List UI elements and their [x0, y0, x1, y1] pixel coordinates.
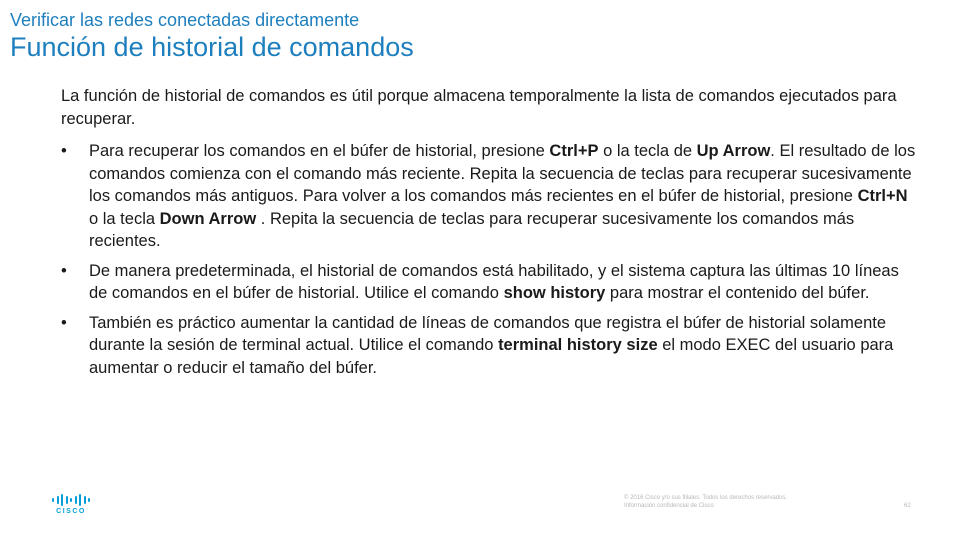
bullet-text: También es práctico aumentar la cantidad de líneas de comandos que registra el búfer de historial solamente durante la sesión de terminal actual. Utilice el comando: [89, 313, 887, 354]
bullet-text: o la tecla de: [598, 142, 697, 160]
footer-confidential: Información confidencial de Cisco: [624, 503, 714, 509]
bullet-text: De manera predeterminada, el historial de comandos está habilitado, y el sistema captura las últimas 10 líneas de comandos en el búfer de historial. Utilice el comando: [89, 261, 899, 302]
bullet-item-history-recall: [61, 140, 921, 253]
bold-keyword: Ctrl+P: [549, 142, 599, 160]
bold-keyword: Up Arrow: [696, 142, 771, 160]
bullet-text: . Repita la secuencia de teclas para recuperar sucesivamente los comandos más recientes.: [89, 209, 855, 250]
bullet-item-show-history: [61, 260, 921, 305]
bullet-text: o la tecla: [89, 209, 160, 228]
bullet-icon: •: [61, 261, 67, 280]
bullet-text: el modo EXEC del usuario para aumentar o reducir el tamaño del búfer.: [89, 336, 894, 377]
cisco-logo-bars-icon: [52, 494, 90, 506]
page-number: 62: [904, 503, 911, 509]
slide-title: Función de historial de comandos: [10, 32, 414, 62]
bullet-icon: •: [61, 313, 67, 332]
intro-paragraph: La función de historial de comandos es útil porque almacena temporalmente la lista de comandos ejecutados para recuperar.: [61, 87, 897, 128]
slide-body: [61, 85, 921, 386]
bullet-text: Para recuperar los comandos en el búfer de historial, presione: [89, 142, 550, 160]
footer-legal: [624, 494, 787, 510]
bullet-item-history-size: [61, 312, 921, 380]
bullet-icon: •: [61, 142, 67, 160]
bullet-text: . El resultado de los comandos comienza con el comando más reciente. Repita la secuencia de teclas para recuperar sucesivamente los comandos más antiguos. Para volver a los comandos más recientes en el búfer de historial, presione: [89, 142, 916, 205]
bullet-text: para mostrar el contenido del búfer.: [605, 284, 870, 302]
bold-keyword: terminal history size: [498, 336, 658, 354]
slide-subtitle: Verificar las redes conectadas directamente: [10, 10, 360, 30]
cisco-logo-text: CISCO: [56, 508, 86, 515]
bullet-list: [61, 140, 921, 379]
bold-keyword: show history: [503, 284, 606, 302]
bold-keyword: Down Arrow: [159, 209, 257, 228]
bold-keyword: Ctrl+N: [857, 187, 908, 205]
footer-copyright: © 2016 Cisco y/o sus filiales. Todos los derechos reservados.: [624, 495, 788, 501]
cisco-logo: [52, 494, 92, 518]
